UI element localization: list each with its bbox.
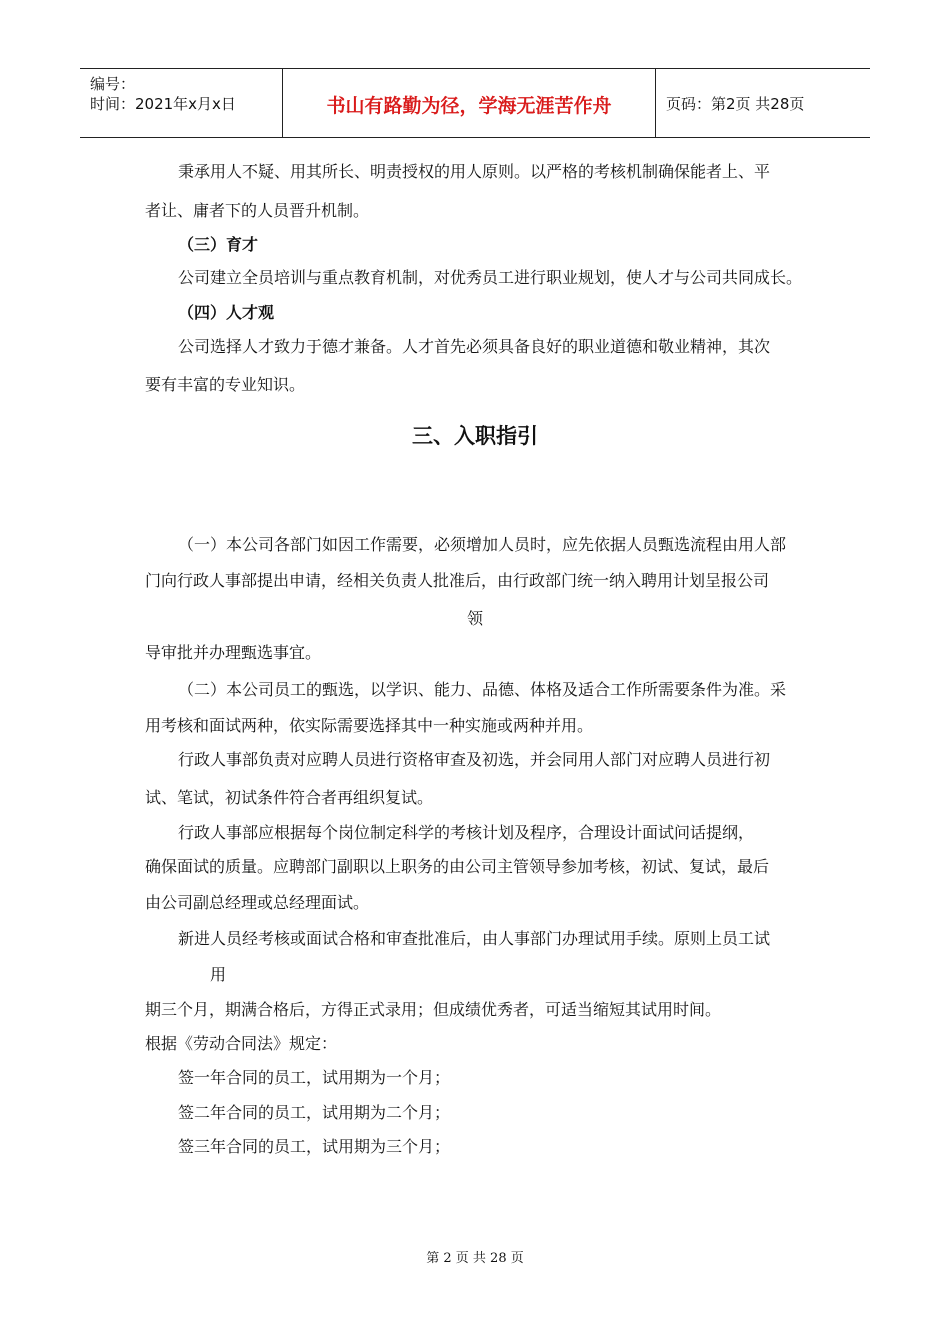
paragraph-line: 确保面试的质量。应聘部门副职以上职务的由公司主管领导参加考核，初试、复试，最后: [145, 857, 770, 876]
paragraph-line: 者让、庸者下的人员晋升机制。: [145, 201, 370, 220]
page-footer: 第 2 页 共 28 页: [426, 1251, 524, 1266]
page-header: [80, 68, 870, 138]
subheading: （三）育才: [178, 235, 259, 254]
header-meta-cell: [80, 69, 283, 137]
paragraph-line: 导审批并办理甄选事宜。: [145, 643, 322, 662]
paragraph-line: 领: [467, 609, 484, 628]
header-motto-cell: [283, 69, 656, 137]
paragraph-line: 行政人事部应根据每个岗位制定科学的考核计划及程序，合理设计面试问话提纲，: [178, 823, 755, 842]
paragraph-line: 签一年合同的员工，试用期为一个月；: [178, 1068, 451, 1087]
paragraph-line: 公司建立全员培训与重点教育机制，对优秀员工进行职业规划，使人才与公司共同成长。: [178, 268, 803, 287]
paragraph-line: 行政人事部负责对应聘人员进行资格审查及初选，并会同用人部门对应聘人员进行初: [178, 750, 771, 769]
paragraph-line: 新进人员经考核或面试合格和审查批准后，由人事部门办理试用手续。原则上员工试: [178, 929, 771, 948]
header-motto: 书山有路勤为径，学海无涯苦作舟: [326, 95, 612, 117]
date-label: 时间：2021年x月x日: [90, 95, 236, 113]
page-code: 页码：第2页 共28页: [666, 95, 805, 113]
paragraph-line: 期三个月，期满合格后，方得正式录用；但成绩优秀者，可适当缩短其试用时间。: [145, 1000, 722, 1019]
paragraph-line: 根据《劳动合同法》规定：: [145, 1034, 338, 1053]
paragraph-line: 用考核和面试两种，依实际需要选择其中一种实施或两种并用。: [145, 716, 594, 735]
paragraph-line: （二）本公司员工的甄选，以学识、能力、品德、体格及适合工作所需要条件为准。采: [178, 680, 787, 699]
paragraph-line: 签二年合同的员工，试用期为二个月；: [178, 1103, 451, 1122]
header-page-cell: [656, 69, 870, 137]
paragraph-line: 门向行政人事部提出申请，经相关负责人批准后，由行政部门统一纳入聘用计划呈报公司: [145, 571, 770, 590]
paragraph-line: 公司选择人才致力于德才兼备。人才首先必须具备良好的职业道德和敬业精神，其次: [178, 337, 771, 356]
section-title: 三、入职指引: [412, 424, 538, 448]
serial-number-label: 编号：: [90, 75, 136, 93]
paragraph-line: 试、笔试，初试条件符合者再组织复试。: [145, 788, 434, 807]
subheading: （四）人才观: [178, 303, 275, 322]
paragraph-line: 秉承用人不疑、用其所长、明责授权的用人原则。以严格的考核机制确保能者上、平: [178, 162, 771, 181]
paragraph-line: 签三年合同的员工，试用期为三个月；: [178, 1137, 451, 1156]
paragraph-line: 要有丰富的专业知识。: [145, 375, 306, 394]
paragraph-line: 用: [210, 965, 227, 984]
paragraph-line: （一）本公司各部门如因工作需要，必须增加人员时，应先依据人员甄选流程由用人部: [178, 535, 787, 554]
paragraph-line: 由公司副总经理或总经理面试。: [145, 893, 370, 912]
